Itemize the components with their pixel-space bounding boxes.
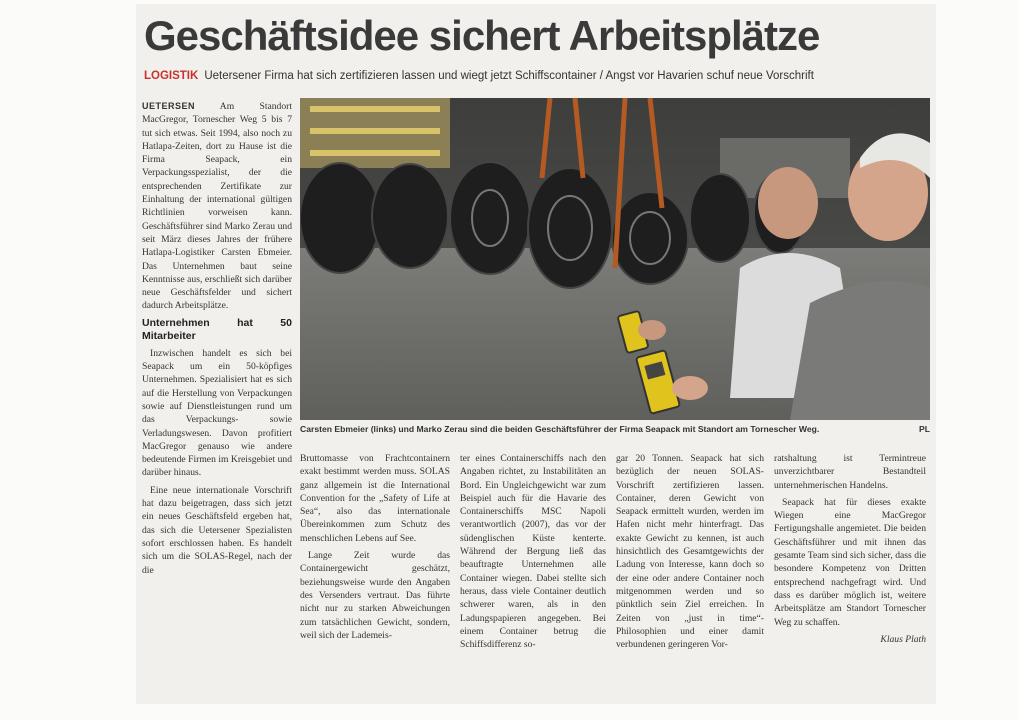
paragraph: gar 20 Tonnen. Seapack hat sich bezüglich der neuen SOLAS-Vorschrift zertifizieren lassen. Container, deren Gewicht von Seapack ermittelt wurden, werden im Hafen nicht mehr hinterfragt. Das exakte Gewicht zu kennen, ist auch hinsichtlich des Gesamtgewichts der Ladung von Interesse, kann doch so der eine oder andere Container noch mitgenommen werden und so pünktlich sein Ziel erreichen. In Zeiten von „just in time“-Philosophien und einer damit verbundenen geringeren Vor- bbox=[616, 453, 764, 651]
dateline: UETERSEN bbox=[142, 101, 196, 111]
intro-paragraph: Am Standort MacGregor, Tornescher Weg 5 bis 7 tut sich etwas. Seit 1994, also noch zu Hatlapa-Zeiten, dort zu Hause ist die Firma Seapack, ein Verpackungsspezialist, der die entsprechenden Zertifikate zur Einhaltung der international gültigen Richtlinien vorweisen kann. Geschäftsführer sind Marko Zerau und seit März dieses Jahres der frühere Hatlapa-Logistiker Carsten Ebmeier. Das Unternehmen baut seine Kenntnisse aus, erschließt sich darüber neue Geschäftsfelder und sichert dadurch Arbeitsplätze. bbox=[142, 101, 292, 312]
headline: Geschäftsidee sichert Arbeitsplätze bbox=[144, 12, 820, 59]
subheadline-line bbox=[144, 68, 928, 84]
paragraph: ratshaltung ist Termintreue unverzichtbarer Bestandteil unternehmerischen Handelns. bbox=[774, 453, 926, 491]
article-column-3 bbox=[460, 452, 606, 696]
article-column-1 bbox=[142, 100, 292, 696]
subheadline: Uetersener Firma hat sich zertifizieren lassen und wiegt jetzt Schiffscontainer / Angst vor Havarien schuf neue Vorschrift bbox=[204, 70, 814, 82]
newspaper-clipping bbox=[136, 4, 936, 704]
photo-credit: PL bbox=[919, 424, 930, 434]
subheading: Unternehmen hat 50 Mitarbeiter bbox=[142, 316, 292, 342]
article-column-5 bbox=[774, 452, 926, 696]
paragraph: Seapack hat für dieses exakte Wiegen eine MacGregor Fertigungshalle angemietet. Die beiden Geschäftsführer und mit ihnen das gesamte Team sind sich sicher, dass die besondere Kompetenz von Dritten entsprechend nachgefragt wird. Und dass es darüber möglich ist, weitere Arbeitsplätze am Standort Tornescher Weg zu schaffen. bbox=[774, 496, 926, 628]
author-signature: Klaus Plath bbox=[880, 633, 926, 645]
paragraph: ter eines Containerschiffs nach den Angaben richtet, zu Instabilitäten an Bord. Ein Ungleichgewicht war zum Beispiel auch für die Havarie des Containerschiffs MSC Napoli verantwortlich (2007), das vor der südenglischen Küste kenterte. Während der Bergung ließ das beauftragte Unternehmen alle Container wiegen. Dabei stellte sich heraus, dass viele Container deutlich schwerer waren, als in den Ladungspapieren angegeben. Bei einem Container betrug die Schiffsdifferenz so- bbox=[460, 453, 606, 651]
paragraph: Lange Zeit wurde das Containergewicht geschätzt, beziehungsweise wurde den Angaben des Versenders vertraut. Das führte nicht nur zu starken Abweichungen zum tatsächlichen Gewicht, sondern, weil sich der Lademeis- bbox=[300, 550, 450, 641]
paragraph: Eine neue internationale Vorschrift hat dazu beigetragen, dass sich jetzt ein neues Geschäftsfeld ergeben hat, das sich die Uetersener Spezialisten sofort erschlossen haben. Es handelt sich um die SOLAS-Regel, nach der die bbox=[142, 484, 292, 576]
caption-text: Carsten Ebmeier (links) und Marko Zerau sind die beiden Geschäftsführer der Firma Seapack mit Standort am Tornescher Weg. bbox=[300, 424, 820, 434]
article-column-2 bbox=[300, 452, 450, 696]
section-kicker: LOGISTIK bbox=[144, 70, 199, 82]
article-column-4 bbox=[616, 452, 764, 696]
article-photo bbox=[300, 98, 930, 420]
paragraph: Inzwischen handelt es sich bei Seapack um ein 50-köpfiges Unternehmen. Spezialisiert hat es sich auf die Herstellung von Verpackungen sowie auf Dienstleistungen rund um das Verpackungs- sowie Verladungswesen. Davon profitiert MacGregor genauso wie andere bedeutende Firmen im Kreisgebiet und darüber hinaus. bbox=[142, 347, 292, 479]
paragraph: Bruttomasse von Frachtcontainern exakt bestimmt werden muss. SOLAS ganz allgemein ist die International Convention for the „Safety of Life at Sea“, also das internationale Übereinkommen zum Schutz des menschlichen Lebens auf See. bbox=[300, 453, 450, 544]
photo-caption bbox=[300, 422, 930, 436]
